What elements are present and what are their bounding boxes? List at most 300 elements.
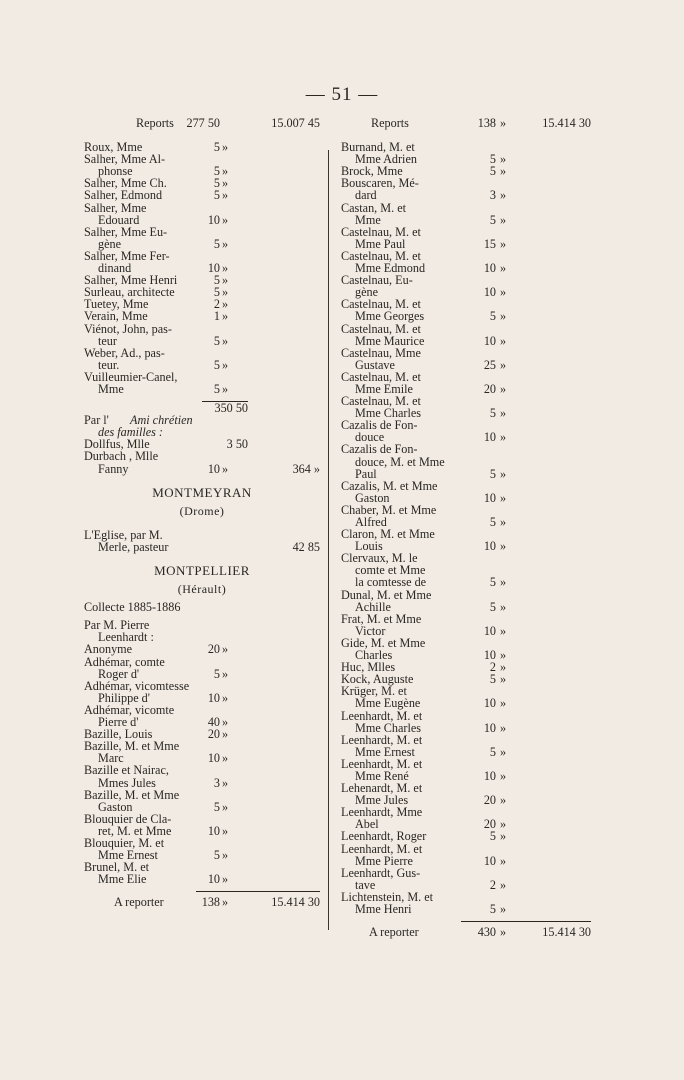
- reports-mark: »: [500, 116, 507, 130]
- ami-title: Ami chrétien: [130, 413, 193, 428]
- entry-name: Salher, Mme Eu-: [84, 224, 168, 239]
- entry-name: Castelnau, M. et: [341, 369, 421, 384]
- left-entry-line: [84, 214, 320, 226]
- column-divider: [328, 150, 329, 930]
- entry-name: Castelnau, Eu-: [341, 273, 413, 288]
- entry-name: Mme: [98, 381, 124, 396]
- entry-name: Gaston: [355, 490, 390, 505]
- entry-mark: »: [222, 666, 229, 681]
- entry-name: Castelnau, M. et: [341, 321, 421, 336]
- reports-amount: 138: [477, 116, 496, 130]
- entry-name: Vuilleumier-Canel,: [84, 369, 178, 384]
- entry-mark: »: [500, 152, 507, 167]
- entry-mark: »: [500, 406, 507, 421]
- entry-name: Mme Elie: [98, 872, 147, 887]
- footer-mark: »: [222, 895, 229, 910]
- entry-mark: »: [222, 261, 229, 276]
- entry-amount: 1: [213, 309, 220, 324]
- entry-name: Mme Henri: [355, 902, 412, 916]
- entry-amount: 5: [213, 273, 220, 288]
- right-entry-line: [341, 202, 591, 214]
- entry-amount: 5: [213, 666, 220, 681]
- entry-mark: »: [500, 672, 507, 687]
- entry-name: Edouard: [98, 212, 140, 227]
- entry-mark: »: [222, 461, 229, 476]
- entry-mark: »: [222, 176, 229, 191]
- entry-mark: »: [222, 333, 229, 348]
- entry-name: Mme Ernest: [355, 744, 415, 759]
- left-entry2-line: [84, 656, 320, 668]
- entry-mark: »: [500, 515, 507, 529]
- entry-amount: 3: [213, 775, 220, 790]
- reports-label: Reports: [371, 116, 409, 130]
- entry-name: Lehenardt, M. et: [341, 781, 423, 796]
- entry-mark: »: [500, 333, 507, 348]
- entry-name: Tuetey, Mme: [84, 297, 149, 312]
- entry-name: Mmes Jules: [98, 775, 156, 790]
- entry-mark: »: [500, 188, 507, 203]
- entry-name: Bazille, Louis: [84, 727, 153, 742]
- right-entry-line: [341, 310, 591, 322]
- entry-mark: »: [222, 872, 229, 887]
- ami-prefix: Par l': [84, 413, 109, 428]
- entry-name: Brunel, M. et: [84, 860, 149, 875]
- entry-name: Salher, Mme Fer-: [84, 248, 170, 263]
- entry-amount: 10: [207, 461, 220, 476]
- entry-mark: »: [222, 381, 229, 396]
- entry-mark: »: [222, 309, 229, 324]
- entry-name: Mme Pierre: [355, 853, 413, 868]
- entry-name: dinand: [98, 261, 132, 276]
- entry-name: Krüger, M. et: [341, 684, 407, 699]
- entry-name: Mme Jules: [355, 793, 409, 808]
- left-entry2-line: [84, 873, 320, 885]
- entry-mark: »: [222, 140, 229, 155]
- subtotal-row: [84, 402, 320, 414]
- entry-mark: »: [222, 236, 229, 251]
- entry-mark: »: [222, 715, 229, 730]
- entry-mark: »: [500, 466, 507, 481]
- entry-name: Philippe d': [98, 690, 150, 705]
- entry-name: Gide, M. et Mme: [341, 635, 426, 650]
- left-entry2-line: [84, 789, 320, 801]
- entry-mark: »: [500, 164, 507, 179]
- entry-name: gène: [355, 285, 379, 300]
- entry-name: Roger d': [98, 666, 140, 681]
- entry-amount: 20: [483, 817, 496, 832]
- entry-amount: 5: [489, 164, 496, 179]
- entry-mark: »: [500, 381, 507, 396]
- entry-mark: »: [500, 599, 507, 614]
- entry-name: Victor: [355, 623, 386, 638]
- right-entry-line: [341, 734, 591, 746]
- par-label: Par M. Pierre: [84, 618, 150, 633]
- entry-amount: 5: [489, 515, 496, 529]
- right-entry-line: [341, 855, 591, 867]
- entry-name: Charles: [355, 648, 393, 663]
- entry-mark: »: [500, 212, 507, 227]
- entry-amount: 5: [213, 285, 220, 300]
- ami-title-2: des familles :: [98, 425, 163, 440]
- entry-amount: 5: [489, 575, 496, 590]
- reports-amount: 277 50: [186, 116, 220, 130]
- left-entry-line: [84, 202, 320, 214]
- entry-amount: 5: [213, 176, 220, 191]
- entry-name: Leenhardt, M. et: [341, 756, 423, 771]
- entry-amount: 10: [483, 430, 496, 445]
- entry-name: Louis: [355, 539, 383, 554]
- entry-name: Dunal, M. et Mme: [341, 587, 432, 602]
- entry-mark: »: [222, 642, 229, 657]
- reports-total: 15.414 30: [542, 116, 591, 130]
- entry-amount: 10: [483, 261, 496, 276]
- entry-amount: 10: [483, 648, 496, 663]
- entry-amount: 20: [207, 727, 220, 742]
- section-heading-montpellier: MONTPELLIER: [154, 563, 250, 578]
- section-heading-montmeyran: MONTMEYRAN: [152, 484, 252, 500]
- entry-mark: »: [500, 853, 507, 868]
- entry-mark: »: [500, 696, 507, 711]
- entry-name: Mme Ernest: [98, 848, 158, 863]
- entry-mark: »: [500, 490, 507, 505]
- footer-total: 15.414 30: [542, 925, 591, 940]
- entry-mark: »: [222, 273, 229, 288]
- entry-name: Blouquier de Cla-: [84, 811, 172, 826]
- entry-amount: 5: [489, 152, 496, 167]
- entry-amount: 5: [213, 357, 220, 372]
- entry-mark: »: [500, 430, 507, 445]
- footer-rule-left: [196, 891, 320, 892]
- entry-name: Weber, Ad., pas-: [84, 345, 165, 360]
- par-label-2: Leenhardt :: [98, 630, 154, 645]
- entry-name: Castelnau, M. et: [341, 224, 421, 239]
- entry-mark: »: [500, 648, 507, 663]
- entry-name: Castelnau, M. et: [341, 297, 421, 312]
- entry-amount: 2: [213, 297, 220, 312]
- entry-mark: »: [500, 720, 507, 735]
- entry-mark: »: [500, 902, 507, 916]
- right-entry-line: [341, 697, 591, 709]
- entry-name: Mme Edmond: [355, 261, 426, 276]
- footer-rule-right: [461, 921, 591, 922]
- entry-amount: 5: [213, 333, 220, 348]
- entry-name: Mme Georges: [355, 309, 425, 324]
- entry-mark: »: [500, 660, 507, 675]
- entry-amount: 5: [489, 599, 496, 614]
- entry-name: Abel: [355, 817, 379, 832]
- footer-row-right: [341, 926, 591, 938]
- right-entry-line: [341, 274, 591, 286]
- footer-amount: 430: [477, 925, 496, 940]
- right-entry-line: [341, 830, 591, 842]
- entry-amount: 2: [489, 877, 496, 892]
- entry-amount: 10: [483, 333, 496, 348]
- entry-amount: 5: [213, 140, 220, 155]
- entry-mark: »: [222, 775, 229, 790]
- entry-amount: 3: [489, 188, 496, 203]
- left-entry2-line: [84, 801, 320, 813]
- entry-name: Mme Adrien: [355, 152, 417, 167]
- right-entry-line: [341, 903, 591, 915]
- left-entry2-line: [84, 668, 320, 680]
- collecte-label: Collecte 1885-1886: [84, 600, 181, 615]
- entry-amount: 3 50: [226, 437, 248, 452]
- entry-name: Frat, M. et Mme: [341, 611, 422, 626]
- entry-name: Castelnau, Mme: [341, 345, 421, 360]
- entry-name: Leenhardt, M. et: [341, 732, 423, 747]
- entry-name: Alfred: [355, 515, 387, 529]
- entry-amount: 10: [207, 872, 220, 887]
- entry-mark: »: [222, 799, 229, 814]
- entry-mark: »: [500, 575, 507, 590]
- entry-name: Castelnau, M. et: [341, 248, 421, 263]
- entry-name: gène: [98, 236, 122, 251]
- entry-mark: »: [500, 793, 507, 808]
- entry-name: Salher, Mme Al-: [84, 152, 166, 167]
- entry-amount: 10: [207, 690, 220, 705]
- entry-name: Mme Charles: [355, 406, 422, 421]
- left-entry-line: [84, 335, 320, 347]
- entry-name: Huc, Mlles: [341, 660, 396, 675]
- entry-amount: 20: [483, 381, 496, 396]
- entry-mark: »: [500, 744, 507, 759]
- entry-mark: »: [500, 236, 507, 251]
- entry-amount: 5: [489, 212, 496, 227]
- entry-amount: 5: [213, 381, 220, 396]
- entry-name: Kock, Auguste: [341, 672, 414, 687]
- entry-mark: »: [500, 285, 507, 300]
- right-entry-line: [341, 480, 591, 492]
- right-entry-line: [341, 468, 591, 480]
- entry-name: phonse: [98, 164, 133, 179]
- footer-label: A reporter: [114, 895, 164, 910]
- entry-mark: »: [222, 297, 229, 312]
- entry-mark: »: [222, 823, 229, 838]
- footer-mark: »: [500, 925, 507, 940]
- entry-name: Castan, M. et: [341, 200, 406, 215]
- entry-name: Salher, Mme Henri: [84, 273, 178, 288]
- entry-name: tave: [355, 877, 376, 892]
- entry-name: comte et Mme: [355, 563, 426, 578]
- entry-name: Verain, Mme: [84, 309, 148, 324]
- entry-amount: 5: [213, 848, 220, 863]
- entry-amount: 5: [213, 799, 220, 814]
- entry-name: Roux, Mme: [84, 140, 143, 155]
- footer-total: 15.414 30: [271, 895, 320, 910]
- entry-mark: »: [222, 751, 229, 766]
- entry-amount: 5: [489, 466, 496, 481]
- right-entry-line: [341, 347, 591, 359]
- entry-name: L'Eglise, par M.: [84, 527, 163, 542]
- right-entry-line: [341, 722, 591, 734]
- entry-amount: 5: [489, 406, 496, 421]
- entry-amount: 10: [483, 623, 496, 638]
- entry-name: Viénot, John, pas-: [84, 321, 172, 336]
- entry-name: Mme: [355, 212, 381, 227]
- durbach-line: [84, 450, 320, 462]
- entry-name: Cazalis de Fon-: [341, 442, 418, 457]
- section-subheading-montpellier: (Hérault): [177, 582, 227, 597]
- entry-mark: »: [222, 727, 229, 742]
- entry-amount: 20: [207, 642, 220, 657]
- entry-name: Mme Charles: [355, 720, 422, 735]
- eglise-line: [84, 541, 320, 553]
- entry-name: Mme Paul: [355, 236, 406, 251]
- entry-amount: 5: [213, 164, 220, 179]
- left-entry2-line: [84, 643, 320, 655]
- entry-amount: 10: [483, 853, 496, 868]
- right-entry-line: [341, 214, 591, 226]
- entry-amount: 10: [483, 720, 496, 735]
- left-entry-line: [84, 347, 320, 359]
- right-entry-line: [341, 189, 591, 201]
- right-entry-line: [341, 443, 591, 455]
- footer-amount: 138: [201, 895, 220, 910]
- entry-name: ret, M. et Mme: [98, 823, 172, 838]
- entry-name: Gaston: [98, 799, 133, 814]
- entry-mark: »: [222, 848, 229, 863]
- entry-name: Chaber, M. et Mme: [341, 502, 437, 517]
- left-entry-line: [84, 383, 320, 395]
- entry-amount: 10: [483, 768, 496, 783]
- entry-name: Mme Emile: [355, 381, 413, 396]
- entry-name: Paul: [355, 466, 377, 481]
- entry-amount: 5: [489, 744, 496, 759]
- entry-amount: 10: [483, 490, 496, 505]
- footer-row-left: [84, 896, 320, 908]
- entry-amount: 10: [207, 751, 220, 766]
- entry-name: Mme René: [355, 768, 409, 783]
- entry-name: teur.: [98, 357, 120, 372]
- entry-amount: 5: [489, 672, 496, 687]
- entry-mark: »: [500, 877, 507, 892]
- entry-name: Dollfus, Mlle: [84, 437, 150, 452]
- entry-mark: »: [500, 623, 507, 638]
- right-entry-line: [341, 867, 591, 879]
- right-entry-line: [341, 456, 591, 468]
- right-entry-line: [341, 843, 591, 855]
- entry-mark: »: [500, 357, 507, 372]
- entry-name: Bazille, M. et Mme: [84, 739, 180, 754]
- entry-mark: »: [500, 309, 507, 324]
- entry-name: Adhémar, vicomte: [84, 702, 175, 717]
- entry-mark: »: [222, 285, 229, 300]
- left-entry2-line: [84, 764, 320, 776]
- right-entry-line: [341, 710, 591, 722]
- entry-mark: »: [222, 212, 229, 227]
- entry-amount: 10: [207, 823, 220, 838]
- entry-name: Fanny: [98, 461, 129, 476]
- entry-amount: 15: [483, 236, 496, 251]
- page-number: — 51 —: [305, 84, 379, 105]
- entry-amount: 5: [213, 188, 220, 203]
- entry-amount: 2: [489, 660, 496, 675]
- entry-name: Cazalis de Fon-: [341, 418, 418, 433]
- entry-name: Leenhardt, M. et: [341, 708, 423, 723]
- reports-total: 15.007 45: [271, 116, 320, 130]
- entry-name: Blouquier, M. et: [84, 835, 165, 850]
- subtotal-amount: 350 50: [214, 401, 248, 416]
- entry-mark: »: [500, 817, 507, 832]
- reports-row-right: [341, 117, 591, 129]
- entry-name: Surleau, architecte: [84, 285, 175, 300]
- left-entry-line: [84, 310, 320, 322]
- entry-name: Bazille, M. et Mme: [84, 787, 180, 802]
- entry-amount: 5: [213, 236, 220, 251]
- entry-name: douce, M. et Mme: [355, 454, 445, 469]
- entry-name: Castelnau, M. et: [341, 394, 421, 409]
- entry-amount: 5: [489, 902, 496, 916]
- reports-row: [84, 117, 320, 129]
- entry-name: Burnand, M. et: [341, 140, 415, 155]
- entry-name: Mme Eugène: [355, 696, 421, 711]
- right-column: [341, 117, 591, 938]
- entry-amount: 25: [483, 357, 496, 372]
- entry-amount: 40: [207, 715, 220, 730]
- entry-name: la comtesse de: [355, 575, 427, 590]
- entry-name: Leenhardt, Mme: [341, 805, 423, 820]
- right-entry-line: [341, 589, 591, 601]
- entry-name: teur: [98, 333, 117, 348]
- entry-total: 42 85: [292, 539, 320, 554]
- entry-name: Pierre d': [98, 715, 139, 730]
- entry-name: Adhémar, comte: [84, 654, 165, 669]
- entry-name: Salher, Mme: [84, 200, 147, 215]
- entry-name: douce: [355, 430, 385, 445]
- spacer: [84, 517, 320, 529]
- entry-mark: »: [222, 357, 229, 372]
- entry-name: Adhémar, vicomtesse: [84, 678, 190, 693]
- entry-amount: 10: [207, 261, 220, 276]
- entry-amount: 20: [483, 793, 496, 808]
- entry-name: Leenhardt, M. et: [341, 841, 423, 856]
- entry-name: Gustave: [355, 357, 395, 372]
- right-entry-line: [341, 601, 591, 613]
- entry-name: Durbach , Mlle: [84, 449, 159, 464]
- entry-total: 364 »: [292, 461, 320, 476]
- entry-name: Bouscaren, Mé-: [341, 176, 419, 191]
- entry-name: Anonyme: [84, 642, 133, 657]
- entry-mark: »: [222, 164, 229, 179]
- left-entry-line: [84, 189, 320, 201]
- entry-amount: 5: [489, 829, 496, 844]
- entry-amount: 10: [207, 212, 220, 227]
- left-entry-line: [84, 323, 320, 335]
- entry-name: Leenhardt, Gus-: [341, 865, 421, 880]
- entry-amount: 5: [489, 309, 496, 324]
- entry-name: Salher, Edmond: [84, 188, 163, 203]
- left-entry2-line: [84, 777, 320, 789]
- entry-name: Mme Maurice: [355, 333, 425, 348]
- collecte-row: [84, 601, 320, 613]
- right-entry-line: [341, 323, 591, 335]
- section-subheading-montmeyran: (Drome): [179, 503, 225, 518]
- entry-name: Salher, Mme Ch.: [84, 176, 167, 191]
- entry-name: Leenhardt, Roger: [341, 829, 427, 844]
- entry-mark: »: [500, 261, 507, 276]
- entry-name: Clervaux, M. le: [341, 551, 418, 566]
- entry-name: Bazille et Nairac,: [84, 763, 169, 778]
- left-column: [84, 117, 320, 908]
- reports-label: Reports: [136, 116, 174, 130]
- entry-mark: »: [500, 768, 507, 783]
- entry-mark: »: [222, 690, 229, 705]
- right-entry-line: [341, 576, 591, 588]
- entry-mark: »: [222, 188, 229, 203]
- durbach-line: [84, 463, 320, 475]
- right-entry-line: [341, 335, 591, 347]
- entry-name: Achille: [355, 599, 391, 614]
